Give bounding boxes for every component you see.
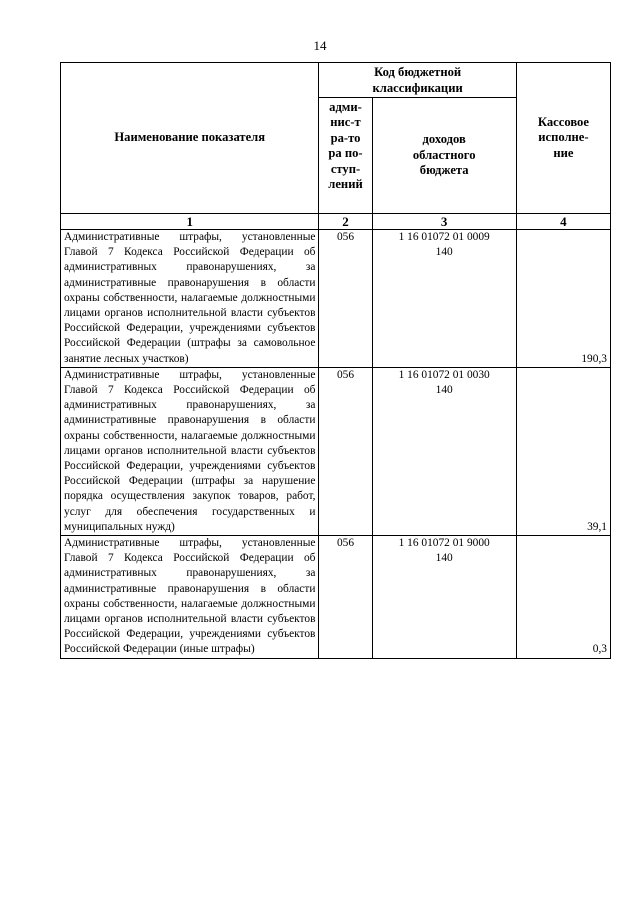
header-cash-execution (516, 63, 610, 214)
row-indicator-name (61, 536, 319, 659)
column-number-3: 3 (372, 214, 516, 230)
column-number-4: 4 (516, 214, 610, 230)
row-income-code-text: 1 16 01072 01 0009 140 (398, 231, 490, 259)
header-indicator-name (61, 63, 319, 214)
header-administrator (319, 98, 372, 214)
row-administrator-code: 056 (319, 536, 372, 659)
row-amount: 39,1 (516, 367, 610, 535)
header-budget-code-text: Код бюджетной классификации (372, 65, 463, 95)
header-row-1 (61, 63, 611, 98)
row-indicator-name (61, 230, 319, 368)
row-income-code-text: 1 16 01072 01 0030 140 (398, 368, 490, 397)
header-cash-execution-text: Кассовое исполне-ние (537, 114, 589, 160)
table-row (61, 536, 611, 659)
row-income-code-text: 1 16 01072 01 9000 140 (398, 537, 490, 565)
header-indicator-name-text: Наименование показателя (114, 130, 266, 145)
column-number-1: 1 (61, 214, 319, 230)
header-administrator-text: адми-нис-тра-тора по-ступ-лений (328, 100, 363, 192)
row-indicator-name (61, 367, 319, 535)
row-amount: 190,3 (516, 230, 610, 368)
column-number-row (61, 214, 611, 230)
row-administrator-code: 056 (319, 367, 372, 535)
row-income-code (372, 230, 516, 368)
row-indicator-name-text: Административные штрафы, установленные Главой 7 Кодекса Российской Федерации об административных правонарушениях, за административные правонарушения в области охраны собственности, налагаемые должностными лицами органов исполнительной власти субъектов Российской Федерации, учреждениями субъектов Российской Федерации (штрафы за нарушение порядка осуществления закупок товаров, работ, услуг для обеспечения государственных и муниципальных нужд) (64, 368, 316, 533)
table-row (61, 230, 611, 368)
row-indicator-name-text: Административные штрафы, установленные Главой 7 Кодекса Российской Федерации об административных правонарушениях, за административные правонарушения в области охраны собственности, налагаемые должностными лицами органов исполнительной власти субъектов Российской Федерации, учреждениями субъектов Российской Федерации (иные штрафы) (64, 537, 316, 656)
table-row (61, 367, 611, 535)
header-regional-income (372, 98, 516, 214)
row-income-code (372, 367, 516, 535)
row-indicator-name-text: Административные штрафы, установленные Главой 7 Кодекса Российской Федерации об административных правонарушениях, за административные правонарушения в области охраны собственности, налагаемые должностными лицами органов исполнительной власти субъектов Российской Федерации, учреждениями субъектов Российской Федерации (штрафы за самовольное занятие лесных участков) (64, 231, 316, 365)
column-number-2: 2 (319, 214, 372, 230)
header-regional-income-text: доходов областного бюджета (412, 132, 476, 178)
page-number: 14 (313, 38, 327, 53)
header-budget-code (319, 63, 516, 98)
row-income-code (372, 536, 516, 659)
budget-table (60, 62, 611, 659)
row-amount: 0,3 (516, 536, 610, 659)
row-administrator-code: 056 (319, 230, 372, 368)
